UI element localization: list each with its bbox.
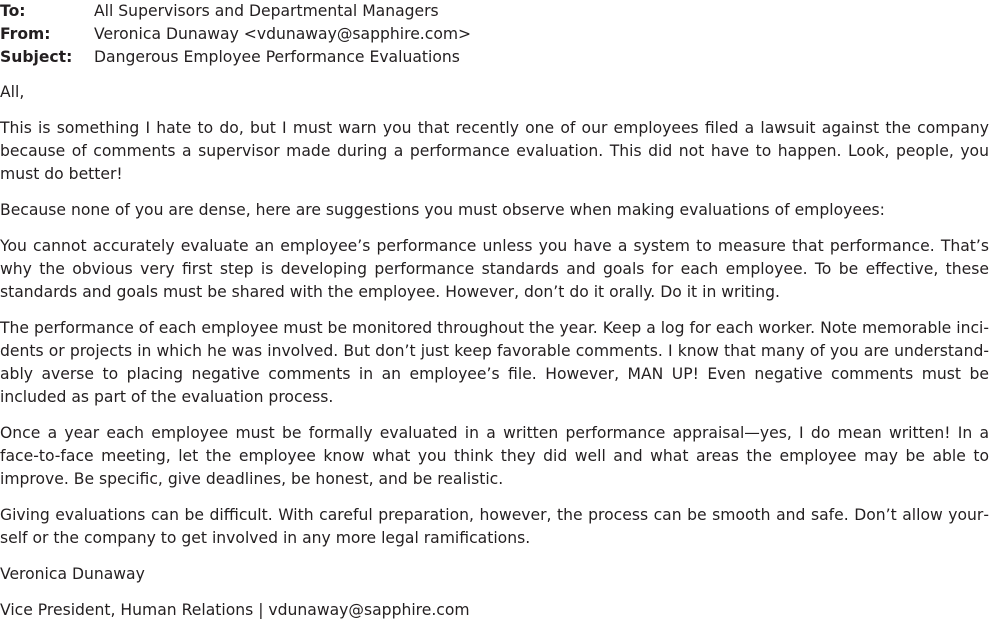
to-row: [0, 0, 989, 23]
paragraph-appraisal: Once a year each employee must be formally evaluated in a written performance appraisal—yes, I do mean written! In a face-to-face meeting, let the employee know what you think they did well and what areas the employee may be able to improve. Be specific, give deadlines, be honest, and be realistic.: [0, 424, 989, 488]
paragraph-monitoring: The performance of each employee must be monitored throughout the year. Keep a log for each worker. Note memorable incidents or projects in which he was involved. But don’t just keep favorable comments. I know that many of you are understandably averse to placing negative comments in an employee’s file. However, MAN UP! Even negative comments must be included as part of the evaluation process.: [0, 319, 989, 406]
paragraph-standards: You cannot accurately evaluate an employee’s performance unless you have a system to measure that performance. That’s why the obvious very first step is developing performance standards and goals for each employee. To be effective, these standards and goals must be shared with the employee. However, don’t do it orally. Do it in writing.: [0, 237, 989, 301]
signature-name: Veronica Dunaway: [0, 565, 145, 583]
subject-label: Subject:: [0, 48, 73, 66]
from-row: [0, 23, 989, 46]
email-body: [0, 81, 989, 622]
from-label: From:: [0, 25, 51, 43]
signature-title: Vice President, Human Relations | vdunaway@sapphire.com: [0, 601, 470, 619]
email-header: [0, 0, 989, 69]
subject-value: Dangerous Employee Performance Evaluations: [94, 48, 460, 66]
to-label: To:: [0, 2, 26, 20]
subject-row: [0, 46, 989, 69]
paragraph-closing: Giving evaluations can be difficult. With careful preparation, however, the process can be smooth and safe. Don’t allow yourself or the company to get involved in any more legal ramifications.: [0, 506, 989, 547]
salutation: All,: [0, 83, 25, 101]
paragraph-warning: This is something I hate to do, but I must warn you that recently one of our employees filed a lawsuit against the company because of comments a supervisor made during a performance evaluation. This did not have to happen. Look, people, you must do better!: [0, 119, 989, 183]
to-value: All Supervisors and Departmental Managers: [94, 2, 439, 20]
from-value: Veronica Dunaway <vdunaway@sapphire.com>: [94, 25, 472, 43]
paragraph-intro-suggestions: Because none of you are dense, here are suggestions you must observe when making evaluations of employees:: [0, 201, 885, 219]
